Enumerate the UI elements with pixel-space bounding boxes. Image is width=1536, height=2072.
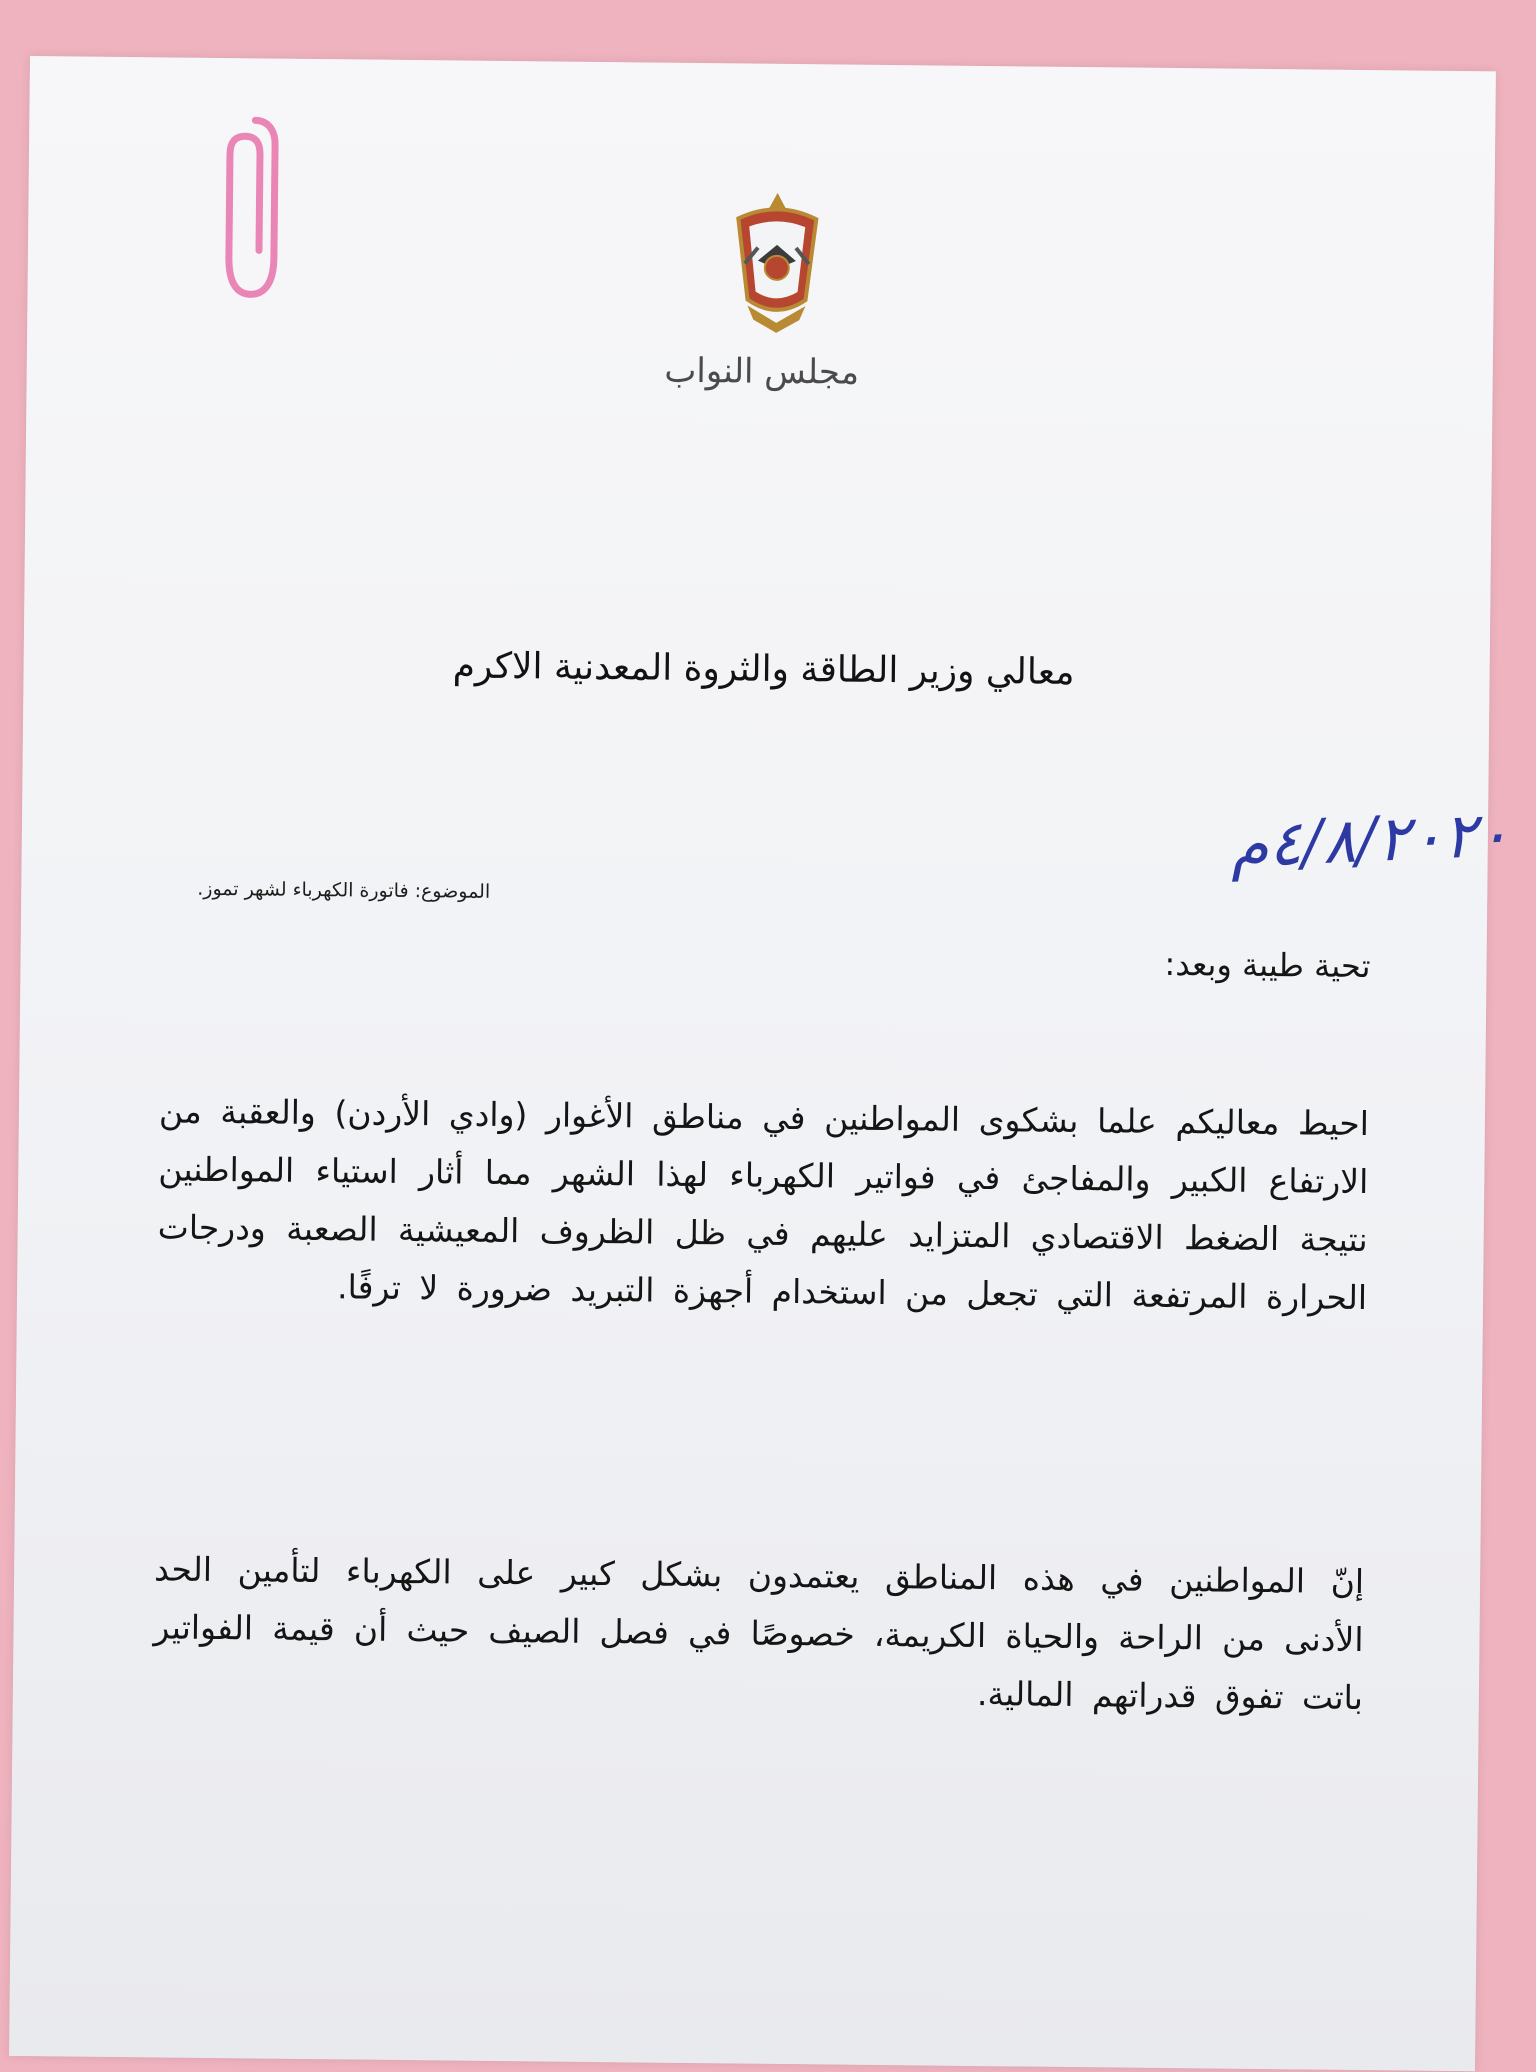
addressee-line: معالي وزير الطاقة والثروة المعدنية الاكرم bbox=[452, 645, 1075, 693]
handwritten-date: ٤/٨/٢٠٢٠م bbox=[1228, 797, 1512, 882]
paragraph-1: احيط معاليكم علما بشكوى المواطنين في مناطق الأغوار (وادي الأردن) والعقبة من الارتفاع الكبير والمفاجئ في فواتير الكهرباء لهذا الشهر مما أثار استياء المواطنين نتيجة الضغط الاقتصادي المتزايد عليهم في ظل الظروف المعيشية الصعبة ودرجات الحرارة المرتفعة التي تجعل من استخدام أجهزة التبريد ضرورة لا ترفًا. bbox=[157, 1091, 1370, 1318]
jordan-coat-of-arms-icon bbox=[717, 187, 837, 338]
institution-name: مجلس النواب bbox=[664, 350, 860, 393]
paperclip-icon bbox=[219, 112, 289, 303]
greeting-line: تحية طيبة وبعد: bbox=[1164, 944, 1371, 986]
paragraph-2: إنّ المواطنين في هذه المناطق يعتمدون بشكل كبير على الكهرباء لتأمين الحد الأدنى من الراحة والحياة الكريمة، خصوصًا في فصل الصيف حيث أن قيمة الفواتير باتت تفوق قدراتهم المالية. bbox=[153, 1549, 1365, 1718]
subject-line: الموضوع: فاتورة الكهرباء لشهر تموز. bbox=[197, 877, 491, 903]
letter-paper bbox=[9, 56, 1512, 2071]
